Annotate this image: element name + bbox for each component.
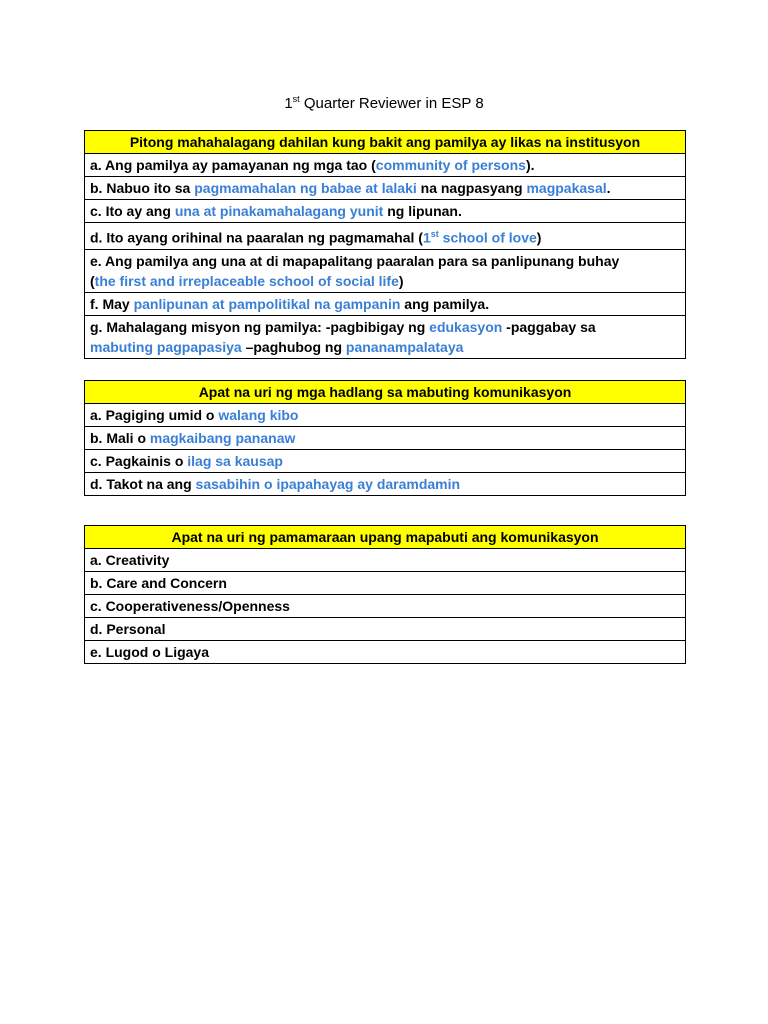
- table-cell: d. Personal: [85, 618, 686, 641]
- table-header: Apat na uri ng pamamaraan upang mapabuti ang komunikasyon: [85, 526, 686, 549]
- table-cell: [85, 200, 686, 223]
- table-row: [85, 404, 686, 427]
- highlight-text: edukasyon: [429, 318, 503, 335]
- plain-text: ang pamilya.: [400, 295, 490, 312]
- table-header-row: [85, 381, 686, 404]
- table-cell: b. Care and Concern: [85, 572, 686, 595]
- plain-text: ng lipunan.: [383, 203, 462, 219]
- plain-text: f. May: [90, 295, 134, 312]
- table-row: [85, 223, 686, 250]
- table-header: Apat na uri ng mga hadlang sa mabuting komunikasyon: [85, 381, 686, 404]
- table-cell: [85, 473, 686, 496]
- title-superscript: st: [292, 94, 300, 104]
- highlight-text: community of persons: [375, 157, 526, 173]
- methods-table: [84, 525, 686, 664]
- table-row: [85, 450, 686, 473]
- plain-text: –paghubog ng: [241, 338, 346, 355]
- plain-text: (: [90, 272, 95, 289]
- highlight-text: school of love: [438, 229, 537, 246]
- table-row: [85, 641, 686, 664]
- plain-text: e. Ang pamilya ang una at di mapapalitang paaralan para sa panlipunang buhay: [90, 252, 620, 269]
- plain-text: ).: [525, 157, 535, 173]
- table-row: [85, 427, 686, 450]
- highlight-text: panlipunan at pampolitikal na gampanin: [133, 295, 401, 312]
- plain-text: c. Pagkainis o: [90, 453, 188, 469]
- table-header-row: [85, 131, 686, 154]
- plain-text: g. Mahalagang misyon ng pamilya: -pagbibigay ng: [90, 318, 430, 335]
- highlight-text: pagmamahalan ng babae at lalaki: [194, 180, 417, 196]
- table-row: [85, 315, 686, 358]
- table-cell: [85, 292, 686, 315]
- highlight-text: sasabihin o ipapahayag ay daramdamin: [195, 476, 461, 492]
- highlight-text: magkaibang pananaw: [149, 430, 296, 446]
- table-cell: [85, 223, 686, 250]
- table-cell: e. Lugod o Ligaya: [85, 641, 686, 664]
- table-row: [85, 177, 686, 200]
- page-title: [0, 94, 768, 112]
- plain-text: na nagpasyang: [416, 180, 527, 196]
- plain-text: c. Ito ay ang: [90, 203, 175, 219]
- superscript-text: st: [430, 229, 439, 239]
- plain-text: .: [606, 180, 611, 196]
- table-cell: [85, 177, 686, 200]
- plain-text: -paggabay sa: [502, 318, 596, 335]
- plain-text: ): [398, 272, 404, 289]
- table-cell: [85, 154, 686, 177]
- table-cell: c. Cooperativeness/Openness: [85, 595, 686, 618]
- plain-text: ): [536, 229, 542, 246]
- plain-text: a. Ang pamilya ay pamayanan ng mga tao (: [90, 157, 376, 173]
- highlight-text: una at pinakamahalagang yunit: [174, 203, 384, 219]
- highlight-text: the first and irreplaceable school of social life: [94, 272, 399, 289]
- table-cell: a. Creativity: [85, 549, 686, 572]
- table-row: [85, 249, 686, 292]
- plain-text: a. Pagiging umid o: [90, 407, 219, 423]
- table-cell: [85, 427, 686, 450]
- table-cell: [85, 404, 686, 427]
- highlight-text: ilag sa kausap: [187, 453, 283, 469]
- plain-text: b. Nabuo ito sa: [90, 180, 195, 196]
- barriers-table: [84, 380, 686, 496]
- highlight-text: pananampalataya: [345, 338, 464, 355]
- title-text: Quarter Reviewer in ESP 8: [299, 95, 484, 112]
- table-row: [85, 473, 686, 496]
- table-row: [85, 154, 686, 177]
- table-cell: [85, 315, 686, 358]
- table-cell: [85, 249, 686, 292]
- table-row: [85, 618, 686, 641]
- table-row: [85, 549, 686, 572]
- plain-text: b. Mali o: [90, 430, 150, 446]
- table-row: [85, 292, 686, 315]
- table-row: [85, 595, 686, 618]
- title-number: 1: [284, 95, 293, 112]
- reasons-table: [84, 130, 686, 359]
- highlight-text: mabuting pagpapasiya: [90, 338, 242, 355]
- highlight-text: magpakasal: [526, 180, 607, 196]
- plain-text: d. Takot na ang: [90, 476, 196, 492]
- highlight-text: walang kibo: [218, 407, 299, 423]
- table-row: [85, 200, 686, 223]
- table-cell: [85, 450, 686, 473]
- plain-text: d. Ito ayang orihinal na paaralan ng pagmamahal (: [90, 229, 423, 246]
- highlight-text: 1: [422, 229, 431, 246]
- table-row: [85, 572, 686, 595]
- table-header: Pitong mahahalagang dahilan kung bakit ang pamilya ay likas na institusyon: [85, 131, 686, 154]
- table-header-row: [85, 526, 686, 549]
